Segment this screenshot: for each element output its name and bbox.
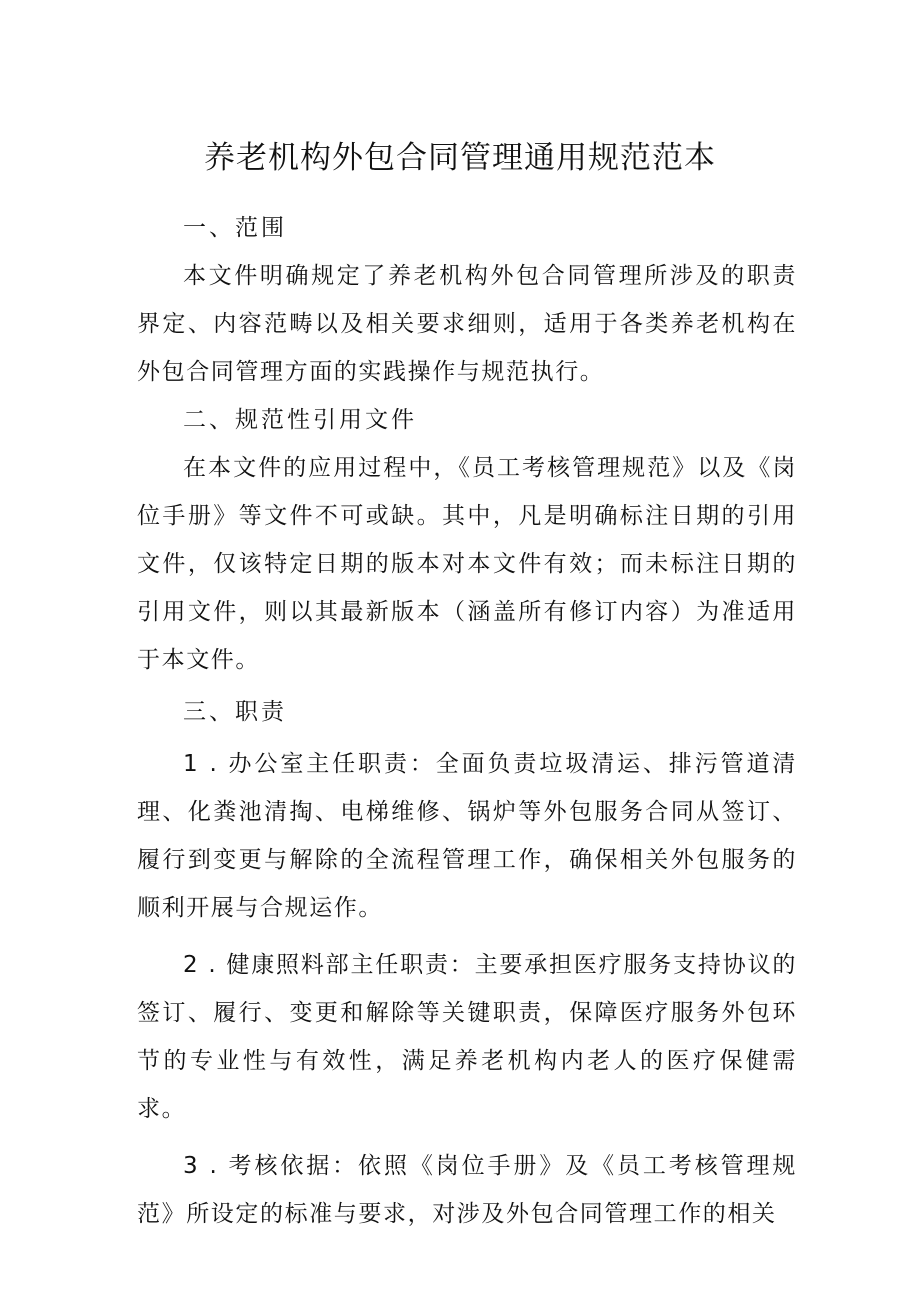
duty-item-3: 3 . 考核依据：依照《岗位手册》及《员工考核管理规范》所设定的标准与要求，对涉及外包合同管理工作的相关 xyxy=(137,1153,797,1227)
document-body xyxy=(137,204,797,1238)
references-paragraph: 在本文件的应用过程中，《员工考核管理规范》以及《岗位手册》等文件不可或缺。其中，凡是明确标注日期的引用文件，仅该特定日期的版本对本文件有效；而未标注日期的引用文件，则以其最新版本（涵盖所有修订内容）为准适用于本文件。 xyxy=(137,455,797,673)
document-title: 养老机构外包合同管理通用规范范本 xyxy=(204,139,716,176)
section-heading-scope: 一、范围 xyxy=(183,215,287,241)
duty-item-1: 1 . 办公室主任职责：全面负责垃圾清运、排污管道清理、化粪池清掏、电梯维修、锅炉等外包服务合同从签订、履行到变更与解除的全流程管理工作，确保相关外包服务的顺利开展与合规运作。 xyxy=(137,751,797,921)
section-heading-references: 二、规范性引用文件 xyxy=(183,407,417,433)
duty-item-2: 2 . 健康照料部主任职责：主要承担医疗服务支持协议的签订、履行、变更和解除等关键职责，保障医疗服务外包环节的专业性与有效性，满足养老机构内老人的医疗保健需求。 xyxy=(137,952,797,1122)
scope-paragraph: 本文件明确规定了养老机构外包合同管理所涉及的职责界定、内容范畴以及相关要求细则，适用于各类养老机构在外包合同管理方面的实践操作与规范执行。 xyxy=(137,263,797,385)
section-heading-duties: 三、职责 xyxy=(183,699,287,725)
